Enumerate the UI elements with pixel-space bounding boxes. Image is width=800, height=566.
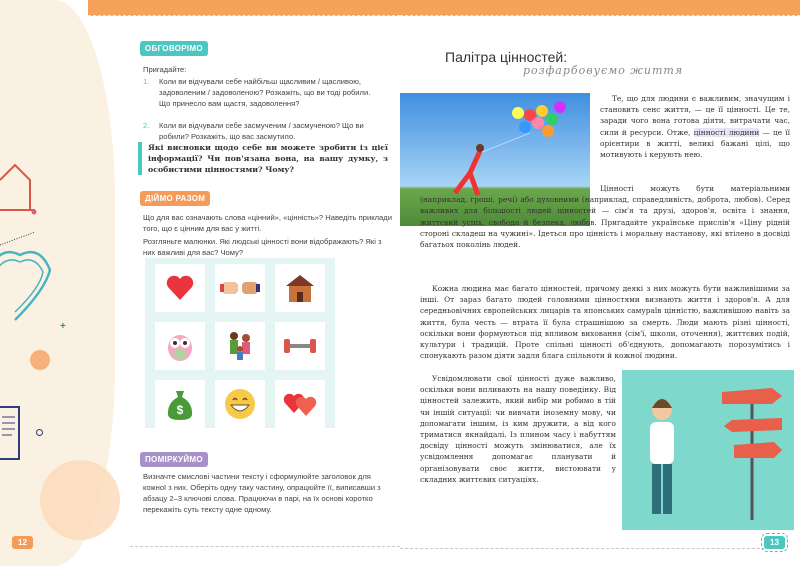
top-bar <box>400 0 800 16</box>
values-pictures-grid <box>145 258 335 428</box>
top-bar <box>88 0 400 16</box>
decorative-dot <box>40 460 120 540</box>
item-text: Коли ви відчували себе засмученим / засмученою? Що ви робили? Розкажіть, що вас засмутило. <box>159 121 364 141</box>
page-number: 12 <box>12 536 33 549</box>
document-icon <box>0 405 40 465</box>
item-number: 2. <box>143 121 150 130</box>
house-icon <box>275 264 325 312</box>
page-subtitle: розфарбовуємо життя <box>523 64 684 77</box>
act-badge: ДІЙМО РАЗОМ <box>140 191 210 206</box>
svg-text:$: $ <box>176 403 184 417</box>
act-paragraph: Розгляньте малюнки. Які людські цінності вони відображають? Які з них важливі для вас? Чому? <box>143 237 382 257</box>
heart-outline-icon <box>0 230 60 330</box>
page-title: Палітра цінностей: <box>445 49 568 65</box>
family-icon <box>215 322 265 370</box>
dumbbell-icon <box>275 322 325 370</box>
discuss-badge: ОБГОВОРІМО <box>140 41 208 56</box>
paragraph-3: Кожна людина має багато цінностей, причому деякі з них можуть бути важливішими за інші. От зараз багато людей головними цінностями визнають життя і здоров'я. А для середньовічних європейських лицарів та японських самураїв цінністю, важливішою навіть за життя, була честь — втрата її була страшнішою за смерть. Люди мають різні цінності, оскільки вони формуються під впливом виховання (сім'ї, школи, оточення), життєвих подій, культури і традицій. Проте спільні цінності об'єднують, допомагають порозумітись і спонукають разом діяти задля блага спільноти й кожної людини. <box>420 284 790 361</box>
signpost-illustration <box>622 370 794 530</box>
divider <box>400 548 770 549</box>
plus-icon: + <box>60 321 66 332</box>
smiling-face-icon <box>215 380 265 428</box>
act-paragraph: Що для вас означають слова «цінний», «цінність»? Наведіть приклади того, що є цінним для вас у житті. <box>143 213 392 233</box>
paragraph-1 <box>600 93 790 160</box>
think-paragraph: Визначте смислові частини тексту і сформулюйте заголовок для кожної з них. Оберіть одну таку частину, опрацюйте її, виписавши з абзацу 2–3 ключові слова. Працюючи в парі, на їх основі коротко перекажіть суть тексту одне одному. <box>143 472 381 514</box>
think-badge: ПОМІРКУЙМО <box>140 452 208 467</box>
paragraph-4: Усвідомлювати свої цінності дуже важливо, оскільки вони впливають на нашу поведінку. Від цінностей залежить, який вибір ми робимо в тій чи іншій ситуації: чи вивчати іноземну мову, чи допомагати іншим, із ким дружити, а від кого триматися якнайдалі. Із плином часу і набуттям досвіду цінності можуть змінюватися, але їх усвідомлення допомагає планувати й організовувати своє життя, вистоювати у складних життєвих ситуаціях. <box>420 374 616 484</box>
discuss-item <box>143 120 388 142</box>
divider <box>130 546 400 547</box>
highlighted-term: цінності людини <box>693 127 760 137</box>
discuss-question: Які висновки щодо себе ви можете зробити із цієї інформації? Чи пов'язана вона, на вашу думку, з особистими цінностями? Чому? <box>138 142 388 175</box>
discuss-intro: Пригадайте: <box>143 65 187 74</box>
owls-icon <box>155 322 205 370</box>
paragraph-text: Те, що для людини є важливим, значущим і становить сенс життя, — це її цінності. Це те, заради чого вона готова діяти, витрачати час, сили й ресурси. Отже, <box>600 94 790 137</box>
heart-icon <box>155 264 205 312</box>
page-number: 13 <box>764 536 785 549</box>
right-page <box>400 0 800 566</box>
item-number: 1. <box>143 77 150 86</box>
decorative-dot <box>30 350 50 370</box>
paragraph-2: Цінності можуть бути матеріальними (наприклад, гроші, речі) або духовними (наприклад, справедливість, доброта, любов). Серед важливих для більшості людей цінностей — сім'я та друзі, здоров'я, освіта і знання, життєвий успіх, свобода й безпека, любов. Пригадайте українське прислів'я «Ціну рідній стороні складеш на чужині». Ідеться про цінність і моральну настанову, які втілено в досвіді багатьох поколінь людей. <box>420 184 790 250</box>
paragraph-text: — це її орієнтири в житті, великі бажані цілі, що мотивують і керують нею. <box>600 127 790 160</box>
hearts-icon <box>275 380 325 428</box>
house-icon <box>0 150 60 240</box>
fist-bump-icon <box>215 264 265 312</box>
decorative-circle <box>36 429 43 436</box>
discuss-item <box>143 76 373 109</box>
money-bag-icon <box>155 380 205 428</box>
item-text: Коли ви відчували себе найбільш щасливим / щасливою, задоволеним / задоволеною? Розкажіть, що ви тоді робили. Що принесло вам щастя, задоволення? <box>159 77 371 108</box>
